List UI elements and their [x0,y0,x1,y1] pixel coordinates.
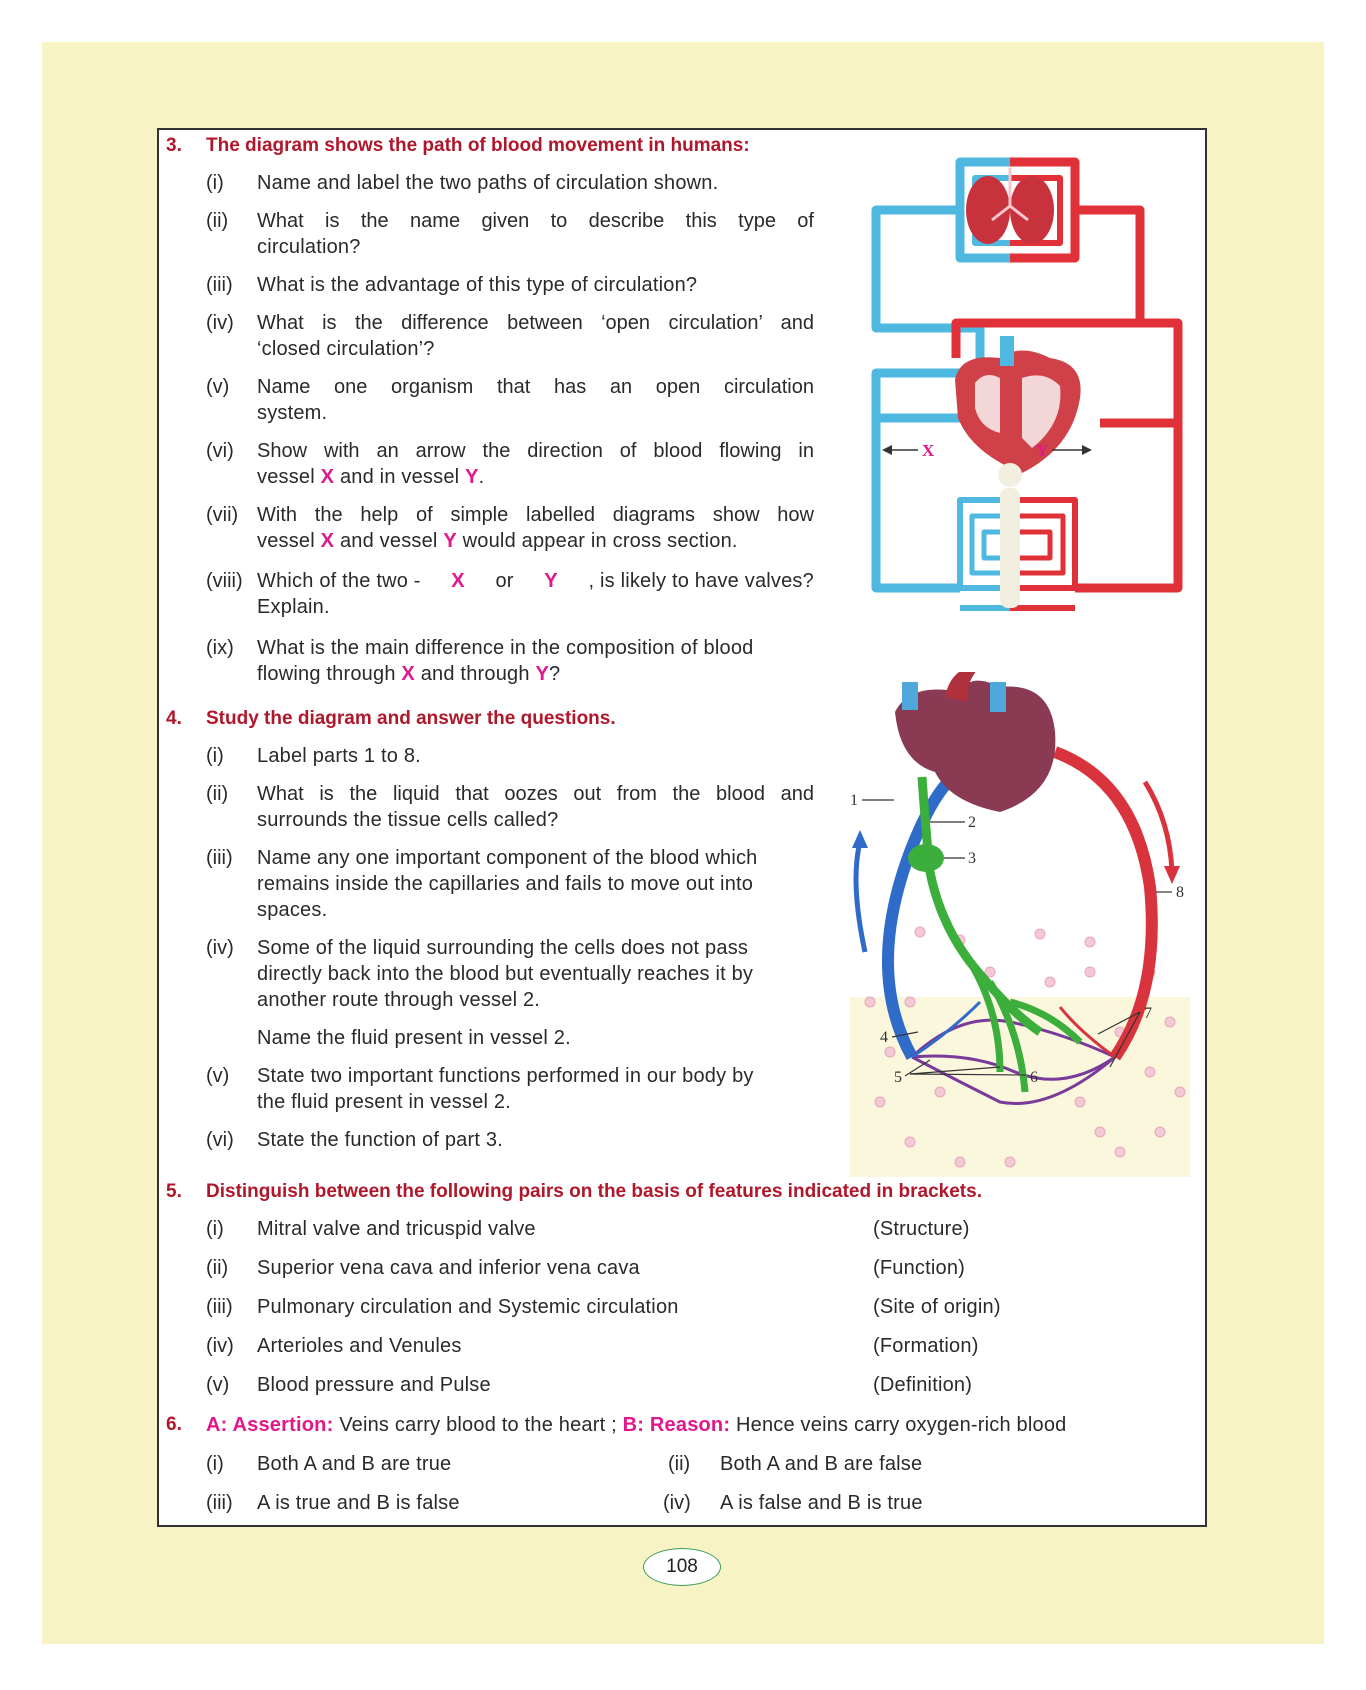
assertion-text: Veins carry blood to the heart ; [339,1414,617,1436]
assertion-label: A: Assertion: [206,1414,334,1436]
q3-item-text: What is the advantage of this type of circulation? [257,274,698,296]
q5-item-text: Arterioles and Venules [257,1335,462,1357]
q5-heading: Distinguish between the following pairs on the basis of features indicated in brackets. [206,1181,982,1202]
q5-item-feature: (Formation) [873,1335,979,1357]
q6-option-num: (iv) [663,1492,691,1514]
q6-statement [206,1412,1066,1438]
q5-item-num: (iv) [206,1335,234,1357]
q4-item-text: Label parts 1 to 8. [257,745,421,767]
q5-item-text: Blood pressure and Pulse [257,1374,491,1396]
q3-item-num: (ix) [206,637,234,659]
q3-item-text: What is the name given to describe this type of [257,210,814,232]
q4-item-num: (v) [206,1065,230,1087]
q3-item-text: What is the difference between ‘open circulation’ and [257,312,814,334]
q5-item-num: (i) [206,1218,224,1240]
q5-item-text: Pulmonary circulation and Systemic circulation [257,1296,679,1318]
q3-item-num: (ii) [206,210,229,232]
q5-item-feature: (Site of origin) [873,1296,1001,1318]
label-1: 1 [850,792,858,809]
q4-item-num: (vi) [206,1129,234,1151]
q4-item-text: the fluid present in vessel 2. [257,1091,511,1113]
q6-option-text: A is true and B is false [257,1492,460,1514]
page-number: 108 [643,1548,721,1586]
q6-option-num: (i) [206,1453,224,1475]
label-6: 6 [1030,1069,1038,1086]
q3-item-text: vessel X and in vessel Y. [257,466,485,488]
label-7: 7 [1144,1005,1152,1022]
body-silhouette [998,463,1022,487]
q3-item-num: (vii) [206,504,239,526]
q4-item-text: surrounds the tissue cells called? [257,809,559,831]
q4-item-text: Name any one important component of the blood which [257,847,758,869]
q3-item-num: (iii) [206,274,233,296]
label-2: 2 [968,814,976,831]
q4-heading: Study the diagram and answer the questions. [206,708,616,729]
q3-item-text: circulation? [257,236,361,258]
q3-item-text: ‘closed circulation’? [257,338,435,360]
q4-item-text: Name the fluid present in vessel 2. [257,1027,571,1049]
q3-item-text: What is the main difference in the composition of blood [257,637,754,659]
label-8: 8 [1176,884,1184,901]
q3-item-num: (viii) [206,570,243,592]
q6-option-num: (ii) [668,1453,691,1475]
q6-number: 6. [166,1414,182,1435]
q4-item-text: State the function of part 3. [257,1129,503,1151]
q3-item-text: Explain. [257,596,330,618]
q5-item-text: Superior vena cava and inferior vena cava [257,1257,640,1279]
q5-item-num: (ii) [206,1257,229,1279]
q3-item-num: (v) [206,376,230,398]
q3-item-num: (iv) [206,312,234,334]
q3-item-text: Name and label the two paths of circulation shown. [257,172,719,194]
q6-option-text: Both A and B are false [720,1453,923,1475]
q3-item-text: vessel X and vessel Y would appear in cross section. [257,530,738,552]
q4-item-text: directly back into the blood but eventually reaches it by [257,963,754,985]
heart [955,351,1081,474]
lymph-vessel-2 [922,777,1040,1032]
q4-item-num: (ii) [206,783,229,805]
q5-item-num: (v) [206,1374,230,1396]
label-y: Y [1036,441,1049,460]
label-x: X [922,441,935,460]
q5-item-feature: (Structure) [873,1218,970,1240]
lymph-node-3 [908,844,944,872]
q3-item-text: flowing through X and through Y? [257,663,561,685]
q4-item-text: remains inside the capillaries and fails to move out into [257,873,754,895]
q5-item-num: (iii) [206,1296,233,1318]
q5-item-feature: (Function) [873,1257,966,1279]
q4-number: 4. [166,708,182,729]
q5-item-text: Mitral valve and tricuspid valve [257,1218,536,1240]
q6-option-num: (iii) [206,1492,233,1514]
q3-item-num: (vi) [206,440,234,462]
q4-item-num: (iv) [206,937,234,959]
q4-item-text: another route through vessel 2. [257,989,541,1011]
label-5: 5 [894,1069,902,1086]
label-3: 3 [968,850,976,867]
q5-number: 5. [166,1181,182,1202]
flow-arrow-up [856,842,865,952]
lymph-circulation-diagram [850,672,1200,1177]
reason-label: B: Reason: [622,1414,731,1436]
q3-number: 3. [166,135,182,156]
q4-item-text: Some of the liquid surrounding the cells does not pass [257,937,749,959]
q3-item-text: Which of the two - X or Y , is likely to have valves? [257,570,814,592]
reason-text: Hence veins carry oxygen-rich blood [735,1414,1067,1436]
q3-item-text: Name one organism that has an open circulation [257,376,814,398]
double-circulation-diagram [860,148,1200,658]
q5-item-feature: (Definition) [873,1374,973,1396]
q4-item-text: State two important functions performed in our body by [257,1065,754,1087]
q4-item-text: spaces. [257,899,328,921]
q3-item-text: With the help of simple labelled diagrams show how [257,504,814,526]
label-4: 4 [880,1029,888,1046]
q3-heading: The diagram shows the path of blood movement in humans: [206,135,750,156]
q3-item-num: (i) [206,172,224,194]
q4-item-num: (i) [206,745,224,767]
q4-item-text: What is the liquid that oozes out from the blood and [257,783,814,805]
q6-option-text: Both A and B are true [257,1453,452,1475]
q6-option-text: A is false and B is true [720,1492,923,1514]
q3-item-text: Show with an arrow the direction of blood flowing in [257,440,814,462]
q4-item-num: (iii) [206,847,233,869]
q3-item-text: system. [257,402,328,424]
